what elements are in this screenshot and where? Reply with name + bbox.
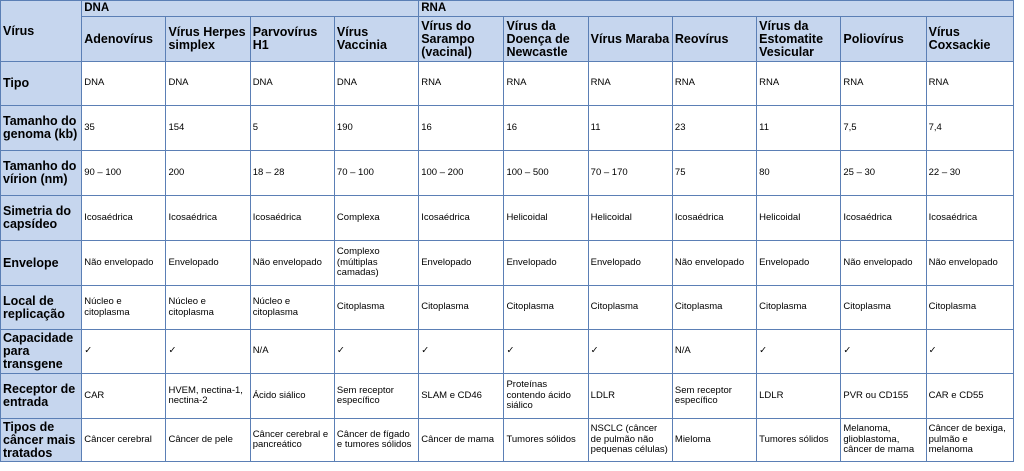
row-label: Simetria do capsídeo: [1, 196, 82, 241]
table-cell: 70 – 100: [334, 151, 418, 196]
table-cell: RNA: [672, 62, 756, 106]
table-body: [1, 62, 1014, 462]
table-cell: Ácido siálico: [250, 374, 334, 419]
table-row: [1, 196, 1014, 241]
virus-column-header: Parvovírus H1: [250, 17, 334, 62]
table-cell: CAR: [82, 374, 166, 419]
table-cell: Icosaédrica: [841, 196, 926, 241]
table-cell: 23: [672, 106, 756, 151]
row-label: Tipo: [1, 62, 82, 106]
row-label: Local de replicação: [1, 286, 82, 330]
table-cell: Tumores sólidos: [504, 419, 588, 462]
corner-header: Vírus: [1, 1, 82, 62]
table-cell: Câncer de fígado e tumores sólidos: [334, 419, 418, 462]
table-cell: Câncer cerebral: [82, 419, 166, 462]
table-cell: 22 – 30: [926, 151, 1013, 196]
virus-column-header: Vírus da Doença de Newcastle: [504, 17, 588, 62]
table-cell: Icosaédrica: [250, 196, 334, 241]
table-cell: 25 – 30: [841, 151, 926, 196]
table-cell: N/A: [250, 330, 334, 374]
table-cell: 80: [757, 151, 841, 196]
table-cell: Icosaédrica: [166, 196, 250, 241]
virus-column-header: Vírus do Sarampo (vacinal): [419, 17, 504, 62]
virus-column-header: Reovírus: [672, 17, 756, 62]
table-cell: 5: [250, 106, 334, 151]
table-cell: PVR ou CD155: [841, 374, 926, 419]
virus-column-header: Vírus Maraba: [588, 17, 672, 62]
table-cell: Envelopado: [588, 241, 672, 286]
table-cell: Câncer de pele: [166, 419, 250, 462]
table-cell: NSCLC (câncer de pulmão não pequenas células): [588, 419, 672, 462]
table-cell: 16: [419, 106, 504, 151]
table-cell: ✓: [926, 330, 1013, 374]
table-cell: RNA: [841, 62, 926, 106]
table-cell: HVEM, nectina-1, nectina-2: [166, 374, 250, 419]
table-cell: RNA: [926, 62, 1013, 106]
table-cell: 16: [504, 106, 588, 151]
table-cell: Sem receptor específico: [334, 374, 418, 419]
table-cell: 18 – 28: [250, 151, 334, 196]
table-row: [1, 106, 1014, 151]
table-cell: Envelopado: [166, 241, 250, 286]
table-cell: Não envelopado: [250, 241, 334, 286]
table-cell: ✓: [419, 330, 504, 374]
table-cell: Icosaédrica: [926, 196, 1013, 241]
table-cell: Helicoidal: [504, 196, 588, 241]
virus-column-header: Vírus Vaccinia: [334, 17, 418, 62]
table-cell: Citoplasma: [672, 286, 756, 330]
table-cell: Citoplasma: [841, 286, 926, 330]
table-cell: RNA: [504, 62, 588, 106]
table-cell: 7,4: [926, 106, 1013, 151]
table-cell: LDLR: [588, 374, 672, 419]
table-cell: 7,5: [841, 106, 926, 151]
table-cell: ✓: [588, 330, 672, 374]
table-cell: Citoplasma: [926, 286, 1013, 330]
row-label: Receptor de entrada: [1, 374, 82, 419]
table-row: [1, 241, 1014, 286]
table-cell: CAR e CD55: [926, 374, 1013, 419]
table-row: [1, 151, 1014, 196]
table-cell: 190: [334, 106, 418, 151]
virus-column-header: Vírus da Estomatite Vesicular: [757, 17, 841, 62]
table-cell: Citoplasma: [588, 286, 672, 330]
table-cell: Citoplasma: [504, 286, 588, 330]
table-cell: 90 – 100: [82, 151, 166, 196]
table-cell: DNA: [166, 62, 250, 106]
table-cell: ✓: [166, 330, 250, 374]
table-cell: Helicoidal: [757, 196, 841, 241]
table-cell: 35: [82, 106, 166, 151]
table-cell: Complexo (múltiplas camadas): [334, 241, 418, 286]
table-cell: 200: [166, 151, 250, 196]
table-cell: Não envelopado: [672, 241, 756, 286]
table-cell: Icosaédrica: [672, 196, 756, 241]
table-cell: Não envelopado: [841, 241, 926, 286]
table-cell: Tumores sólidos: [757, 419, 841, 462]
table-cell: Núcleo e citoplasma: [82, 286, 166, 330]
virus-header-row: [1, 17, 1014, 62]
table-cell: Câncer cerebral e pancreático: [250, 419, 334, 462]
group-header-row: [1, 1, 1014, 17]
table-cell: DNA: [334, 62, 418, 106]
table-cell: LDLR: [757, 374, 841, 419]
table-cell: ✓: [82, 330, 166, 374]
table-cell: RNA: [419, 62, 504, 106]
row-label: Capacidade para transgene: [1, 330, 82, 374]
row-label: Tamanho do vírion (nm): [1, 151, 82, 196]
table-cell: Citoplasma: [334, 286, 418, 330]
table-cell: ✓: [841, 330, 926, 374]
virus-column-header: Vírus Coxsackie: [926, 17, 1013, 62]
table-cell: SLAM e CD46: [419, 374, 504, 419]
table-cell: Não envelopado: [82, 241, 166, 286]
table-cell: RNA: [757, 62, 841, 106]
table-cell: Núcleo e citoplasma: [250, 286, 334, 330]
row-label: Tipos de câncer mais tratados: [1, 419, 82, 462]
table-cell: 11: [588, 106, 672, 151]
table-cell: 154: [166, 106, 250, 151]
table-row: [1, 419, 1014, 462]
virus-column-header: Adenovírus: [82, 17, 166, 62]
table-row: [1, 330, 1014, 374]
table-cell: Câncer de bexiga, pulmão e melanoma: [926, 419, 1013, 462]
table-cell: Complexa: [334, 196, 418, 241]
table-cell: Icosaédrica: [82, 196, 166, 241]
row-label: Tamanho do genoma (kb): [1, 106, 82, 151]
table-cell: Sem receptor específico: [672, 374, 756, 419]
table-cell: ✓: [334, 330, 418, 374]
table-cell: 100 – 200: [419, 151, 504, 196]
table-cell: Citoplasma: [419, 286, 504, 330]
table-cell: Núcleo e citoplasma: [166, 286, 250, 330]
table-cell: Proteínas contendo ácido siálico: [504, 374, 588, 419]
table-cell: N/A: [672, 330, 756, 374]
table-cell: Icosaédrica: [419, 196, 504, 241]
table-cell: 11: [757, 106, 841, 151]
group-header-rna: RNA: [419, 1, 1014, 17]
table-cell: Melanoma, glioblastoma, câncer de mama: [841, 419, 926, 462]
table-row: [1, 286, 1014, 330]
row-label: Envelope: [1, 241, 82, 286]
table-cell: Citoplasma: [757, 286, 841, 330]
table-cell: Câncer de mama: [419, 419, 504, 462]
table-cell: Envelopado: [504, 241, 588, 286]
table-row: [1, 62, 1014, 106]
table-cell: DNA: [82, 62, 166, 106]
table-cell: 100 – 500: [504, 151, 588, 196]
table-cell: 70 – 170: [588, 151, 672, 196]
group-header-dna: DNA: [82, 1, 419, 17]
table-cell: ✓: [504, 330, 588, 374]
table-cell: RNA: [588, 62, 672, 106]
table-cell: Envelopado: [757, 241, 841, 286]
table-cell: ✓: [757, 330, 841, 374]
table-cell: Helicoidal: [588, 196, 672, 241]
virus-column-header: Poliovírus: [841, 17, 926, 62]
table-cell: Envelopado: [419, 241, 504, 286]
table-row: [1, 374, 1014, 419]
table-cell: Mieloma: [672, 419, 756, 462]
virus-column-header: Vírus Herpes simplex: [166, 17, 250, 62]
table-cell: Não envelopado: [926, 241, 1013, 286]
table-cell: 75: [672, 151, 756, 196]
table-cell: DNA: [250, 62, 334, 106]
